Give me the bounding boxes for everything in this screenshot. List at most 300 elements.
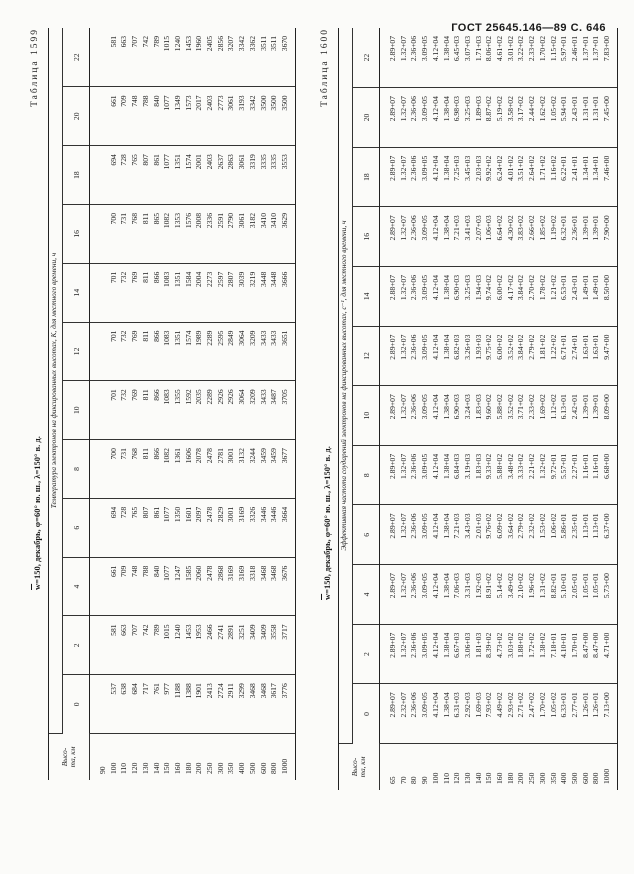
value-cell: 1.83+03 [474, 445, 485, 505]
table-row [184, 28, 195, 780]
value-cell: 4.61+02 [495, 28, 506, 88]
value-cell: 2.89+07 [380, 445, 399, 505]
value-cell: 732 [119, 381, 130, 440]
value-cell: 6.24+02 [495, 147, 506, 207]
title-symbol: $\overline{w}$ [322, 593, 332, 600]
value-cell: 3.09+05 [420, 267, 431, 327]
value-cell: 9.76+02 [484, 505, 495, 565]
value-cell: 2637 [216, 146, 227, 205]
value-cell: 1.38+04 [442, 565, 453, 625]
value-cell: 3.09+05 [420, 147, 431, 207]
height-cell: 600 [580, 772, 590, 784]
value-cell: 3.71+02 [516, 386, 527, 446]
value-cell [90, 263, 109, 322]
value-cell: 2591 [216, 204, 227, 263]
value-cell: 6.32+01 [559, 207, 570, 267]
value-cell: 1.49+01 [581, 267, 592, 327]
table-row [269, 28, 280, 780]
hour-header: 22 [353, 28, 380, 88]
value-cell: 2413 [205, 675, 216, 734]
value-cell [90, 146, 109, 205]
value-cell: 1.70+01 [570, 624, 581, 684]
value-cell: 2741 [216, 616, 227, 675]
value-cell: 5.14+02 [495, 565, 506, 625]
height-cell: 300 [215, 762, 225, 774]
value-cell: 3.45+03 [463, 147, 474, 207]
value-cell: 731 [119, 204, 130, 263]
value-cell: 4.12+04 [431, 505, 442, 565]
height-cell: 250 [527, 772, 537, 784]
value-cell: 807 [141, 146, 152, 205]
value-cell: 3299 [237, 675, 248, 734]
value-cell: 1350 [173, 498, 184, 557]
value-cell: 765 [130, 498, 141, 557]
value-cell: 2.74+01 [570, 326, 581, 386]
value-cell: 3500 [259, 87, 270, 146]
value-cell: 2.36+06 [409, 207, 420, 267]
value-cell: 1.32+07 [399, 28, 410, 88]
value-cell: 789 [152, 28, 163, 87]
value-cell: 840 [152, 557, 163, 616]
value-cell: 1.38+04 [442, 505, 453, 565]
hour-header: 16 [63, 204, 90, 263]
value-cell: 3.09+05 [420, 326, 431, 386]
value-cell: 788 [141, 557, 152, 616]
value-cell: 807 [141, 498, 152, 557]
table-row [173, 28, 184, 780]
value-cell: 769 [130, 322, 141, 381]
value-cell: 2.92+03 [463, 684, 474, 744]
value-cell: 5.88+02 [495, 445, 506, 505]
height-cell: 350 [226, 762, 236, 774]
value-cell: 1.83+03 [474, 386, 485, 446]
value-cell: 3061 [226, 87, 237, 146]
table-row [141, 28, 152, 780]
height-cell: 120 [130, 762, 140, 774]
height-cell: 110 [119, 762, 129, 774]
value-cell: 2004 [194, 263, 205, 322]
value-cell: 4.01+02 [506, 147, 517, 207]
value-cell: 3.25+03 [463, 88, 474, 148]
value-cell: 1083 [162, 322, 173, 381]
value-cell: 1601 [184, 498, 195, 557]
value-cell: 742 [141, 616, 152, 675]
table-1599-title [32, 436, 42, 590]
value-cell: 2.89+07 [380, 386, 399, 446]
value-cell: 3433 [259, 381, 270, 440]
value-cell: 3.31+03 [463, 565, 474, 625]
value-cell: 6.82+03 [452, 326, 463, 386]
table-1599 [48, 28, 296, 780]
value-cell: 2.43+01 [570, 267, 581, 327]
value-cell: 1083 [162, 381, 173, 440]
value-cell: 700 [109, 440, 120, 499]
value-cell: 709 [119, 557, 130, 616]
value-cell: 2289 [205, 322, 216, 381]
value-cell: 6.90+03 [452, 267, 463, 327]
value-cell: 4.73+02 [495, 624, 506, 684]
value-cell: 3.09+05 [420, 207, 431, 267]
value-cell: 1.38+02 [538, 624, 549, 684]
value-cell: 2273 [205, 263, 216, 322]
table-1600-label: Таблица 1600 [320, 28, 330, 107]
table-row [109, 28, 120, 780]
value-cell: 2.41+01 [570, 147, 581, 207]
value-cell: 1.13+01 [581, 505, 592, 565]
height-cell: 1000 [602, 744, 617, 791]
hour-header: 16 [353, 207, 380, 267]
value-cell: 811 [141, 263, 152, 322]
value-cell: 1.69+02 [538, 386, 549, 446]
value-cell: 2466 [205, 616, 216, 675]
value-cell: 2807 [226, 263, 237, 322]
value-cell: 3468 [248, 675, 259, 734]
table-row [237, 28, 248, 780]
value-cell: 7.18+01 [549, 624, 560, 684]
hour-header: 20 [63, 87, 90, 146]
value-cell: 2.66+02 [527, 207, 538, 267]
table-row [90, 28, 109, 780]
value-cell: 9.47+00 [602, 326, 617, 386]
value-cell: 7.21+03 [452, 207, 463, 267]
value-cell: 709 [119, 87, 130, 146]
value-cell: 3182 [248, 204, 259, 263]
table-row [380, 28, 399, 790]
value-cell: 6.84+03 [452, 445, 463, 505]
value-cell: 2.64+02 [527, 147, 538, 207]
value-cell: 2.36+01 [570, 207, 581, 267]
value-cell: 1574 [184, 322, 195, 381]
value-cell: 3.09+05 [420, 505, 431, 565]
value-cell: 2926 [226, 381, 237, 440]
value-cell: 1.32+07 [399, 207, 410, 267]
value-cell: 1240 [173, 616, 184, 675]
value-cell: 1.32+07 [399, 445, 410, 505]
table-row [409, 28, 420, 790]
value-cell: 2.36+06 [409, 88, 420, 148]
height-cell: 800 [269, 762, 279, 774]
value-cell: 1585 [184, 557, 195, 616]
table-row [591, 28, 602, 790]
value-cell: 1015 [162, 28, 173, 87]
value-cell: 1082 [162, 204, 173, 263]
value-cell: 6.00+02 [495, 326, 506, 386]
value-cell: 2097 [194, 498, 205, 557]
value-cell: 7.46+00 [602, 147, 617, 207]
value-cell: 3676 [280, 557, 295, 616]
value-cell: 3335 [259, 146, 270, 205]
value-cell: 2.89+07 [380, 28, 399, 88]
value-cell [90, 557, 109, 616]
value-cell: 1574 [184, 146, 195, 205]
value-cell: 1.81+02 [538, 326, 549, 386]
value-cell: 2849 [226, 322, 237, 381]
table-row [549, 28, 560, 790]
table-row [484, 28, 495, 790]
height-cell: 150 [162, 762, 172, 774]
height-cell: 100 [430, 772, 440, 784]
value-cell: 1.63+01 [591, 326, 602, 386]
value-cell: 1.93+03 [474, 326, 485, 386]
value-cell: 1361 [173, 440, 184, 499]
value-cell: 581 [109, 28, 120, 87]
value-cell: 1576 [184, 204, 195, 263]
value-cell: 6.53+01 [559, 267, 570, 327]
table-body [380, 28, 618, 790]
value-cell: 700 [109, 204, 120, 263]
value-cell: 4.12+04 [431, 445, 442, 505]
value-cell: 5.94+01 [559, 88, 570, 148]
value-cell: 748 [130, 557, 141, 616]
table-row [495, 28, 506, 790]
value-cell: 2.70+02 [527, 267, 538, 327]
height-cell: 180 [183, 762, 193, 774]
value-cell: 1.05+02 [549, 88, 560, 148]
value-cell: 2868 [216, 557, 227, 616]
value-cell: 1353 [173, 204, 184, 263]
value-cell: 5.86+01 [559, 505, 570, 565]
value-cell: 3.84+02 [516, 267, 527, 327]
value-cell: 3.07+03 [463, 28, 474, 88]
height-cell: 500 [247, 762, 257, 774]
table-row [570, 28, 581, 790]
value-cell: 1.70+02 [538, 684, 549, 744]
value-cell: 701 [109, 263, 120, 322]
value-cell: 2829 [216, 498, 227, 557]
value-cell: 3459 [269, 440, 280, 499]
value-cell: 3.09+05 [420, 386, 431, 446]
value-cell: 3.51+02 [516, 147, 527, 207]
value-cell: 2.89+07 [380, 326, 399, 386]
value-cell [90, 87, 109, 146]
value-cell: 3342 [248, 87, 259, 146]
value-cell: 7.13+00 [602, 684, 617, 744]
value-cell: 7.90+00 [602, 207, 617, 267]
value-cell: 3.09+05 [420, 88, 431, 148]
hour-header: 8 [63, 440, 90, 499]
value-cell: 1.21+02 [549, 267, 560, 327]
value-cell: 1188 [173, 675, 184, 734]
value-cell: 732 [119, 322, 130, 381]
value-cell: 3433 [259, 322, 270, 381]
value-cell: 1.38+04 [442, 267, 453, 327]
height-cell: 1000 [280, 734, 295, 781]
title-symbol: $\overline{w}$ [32, 583, 42, 590]
value-cell: 1015 [162, 616, 173, 675]
value-cell: 742 [141, 28, 152, 87]
value-cell: 789 [152, 616, 163, 675]
table-row [399, 28, 410, 790]
page-header: ГОСТ 25645.146—89 С. 646 [451, 22, 606, 34]
value-cell: 1.13+01 [591, 505, 602, 565]
value-cell: 5.10+01 [559, 565, 570, 625]
value-cell: 1.32+07 [399, 565, 410, 625]
value-cell: 1349 [173, 87, 184, 146]
value-cell: 788 [141, 87, 152, 146]
value-cell: 761 [152, 675, 163, 734]
value-cell: 1077 [162, 557, 173, 616]
value-cell: 1.05+01 [591, 565, 602, 625]
hour-header: 0 [63, 675, 90, 734]
value-cell: 2.36+06 [409, 28, 420, 88]
height-cell: 300 [537, 772, 547, 784]
value-cell: 1.94+03 [474, 267, 485, 327]
value-cell: 2289 [205, 381, 216, 440]
value-cell: 3446 [269, 498, 280, 557]
value-cell: 2.42+01 [570, 386, 581, 446]
value-cell: 2.33+02 [527, 386, 538, 446]
table-row [442, 28, 453, 790]
value-cell: 1.49+01 [591, 267, 602, 327]
value-cell: 6.33+01 [559, 684, 570, 744]
value-cell: 1.05+01 [581, 565, 592, 625]
value-cell: 3459 [259, 440, 270, 499]
value-cell: 732 [119, 263, 130, 322]
value-cell: 3629 [280, 204, 295, 263]
value-cell: 1.32+07 [399, 147, 410, 207]
height-cell: 600 [258, 762, 268, 774]
value-cell: 4.12+04 [431, 28, 442, 88]
height-cell: 250 [205, 762, 215, 774]
table-row [474, 28, 485, 790]
value-cell: 6.09+02 [495, 505, 506, 565]
value-cell: 1.62+02 [538, 88, 549, 148]
value-cell: 7.21+03 [452, 505, 463, 565]
value-cell [90, 498, 109, 557]
value-cell: 3342 [237, 28, 248, 87]
value-cell: 1.72+02 [527, 624, 538, 684]
value-cell: 1.31+02 [538, 565, 549, 625]
value-cell: 1.32+07 [399, 267, 410, 327]
value-cell: 1.89+03 [474, 88, 485, 148]
value-cell: 3468 [259, 557, 270, 616]
value-cell: 3.64+02 [506, 505, 517, 565]
value-cell: 2060 [194, 557, 205, 616]
height-cell: 160 [495, 772, 505, 784]
value-cell: 1.39+01 [581, 207, 592, 267]
value-cell: 8.87+02 [484, 88, 495, 148]
value-cell: 1.32+07 [399, 624, 410, 684]
value-cell: 1.88+02 [516, 624, 527, 684]
value-cell: 2.36+06 [409, 326, 420, 386]
table-1599-label: Таблица 1599 [30, 28, 40, 107]
value-cell: 3448 [259, 263, 270, 322]
value-cell: 1351 [173, 146, 184, 205]
value-cell: 866 [152, 322, 163, 381]
value-cell: 2891 [226, 616, 237, 675]
height-cell: 120 [452, 772, 462, 784]
value-cell: 3670 [280, 28, 295, 87]
value-cell: 1077 [162, 498, 173, 557]
value-cell: 1.34+01 [591, 147, 602, 207]
value-cell: 3244 [248, 440, 259, 499]
value-cell: 1077 [162, 87, 173, 146]
hour-header: 20 [353, 88, 380, 148]
value-cell: 6.68+00 [602, 445, 617, 505]
value-cell: 9.60+02 [484, 386, 495, 446]
value-cell: 3.48+02 [506, 445, 517, 505]
value-cell: 9.74+02 [484, 267, 495, 327]
value-cell: 8.06+02 [484, 28, 495, 88]
value-cell: 581 [109, 616, 120, 675]
value-cell: 7.83+00 [602, 28, 617, 88]
table-caption: Температура электронов на фиксированных высотах, K, для местного времени, ч [49, 28, 63, 734]
value-cell: 768 [130, 204, 141, 263]
value-cell [90, 322, 109, 381]
height-cell: 200 [516, 772, 526, 784]
value-cell: 811 [141, 204, 152, 263]
value-cell: 2.79+02 [527, 326, 538, 386]
table-row [248, 28, 259, 780]
value-cell: 2863 [226, 146, 237, 205]
value-cell: 9.92+02 [484, 147, 495, 207]
value-cell: 1.38+04 [442, 326, 453, 386]
value-cell: 2017 [194, 87, 205, 146]
value-cell: 4.17+02 [506, 267, 517, 327]
value-cell: 3410 [269, 204, 280, 263]
height-column-header: Высо- та, км [49, 734, 90, 781]
value-cell: 3.09+05 [420, 684, 431, 744]
value-cell: 861 [152, 498, 163, 557]
value-cell: 3651 [280, 322, 295, 381]
value-cell: 7.45+00 [602, 88, 617, 148]
value-cell: 4.30+02 [506, 207, 517, 267]
value-cell: 8.09+00 [602, 386, 617, 446]
value-cell: 1.37+01 [591, 28, 602, 88]
value-cell: 1960 [194, 28, 205, 87]
value-cell: 1351 [173, 263, 184, 322]
value-cell: 2336 [205, 204, 216, 263]
value-cell: 1.38+04 [442, 88, 453, 148]
value-cell: 1573 [184, 87, 195, 146]
table-row [226, 28, 237, 780]
value-cell: 3209 [248, 322, 259, 381]
value-cell: 2.05+01 [570, 565, 581, 625]
value-cell: 661 [109, 87, 120, 146]
height-cell: 180 [505, 772, 515, 784]
value-cell [90, 616, 109, 675]
value-cell: 1082 [162, 440, 173, 499]
table-row [216, 28, 227, 780]
height-cell: 400 [559, 772, 569, 784]
hour-header: 6 [353, 505, 380, 565]
value-cell: 1.81+03 [474, 624, 485, 684]
value-cell: 4.12+04 [431, 88, 442, 148]
value-cell: 4.12+04 [431, 565, 442, 625]
value-cell: 1.38+04 [442, 445, 453, 505]
value-cell: 1.32+02 [538, 445, 549, 505]
value-cell: 1.22+02 [549, 326, 560, 386]
value-cell: 661 [109, 557, 120, 616]
table-1600 [338, 28, 618, 790]
value-cell: 3617 [269, 675, 280, 734]
table-row [463, 28, 474, 790]
table-row [162, 28, 173, 780]
value-cell: 3511 [269, 28, 280, 87]
value-cell: 1453 [184, 28, 195, 87]
value-cell: 3209 [248, 381, 259, 440]
value-cell: 9.33+02 [484, 445, 495, 505]
value-cell: 2001 [194, 146, 205, 205]
value-cell: 3433 [269, 322, 280, 381]
value-cell: 9.72+01 [549, 445, 560, 505]
value-cell: 6.37+00 [602, 505, 617, 565]
value-cell: 1.39+01 [591, 207, 602, 267]
value-cell: 2.44+02 [527, 88, 538, 148]
value-cell: 2.35+01 [570, 505, 581, 565]
value-cell: 1.32+07 [399, 88, 410, 148]
value-cell: 537 [109, 675, 120, 734]
